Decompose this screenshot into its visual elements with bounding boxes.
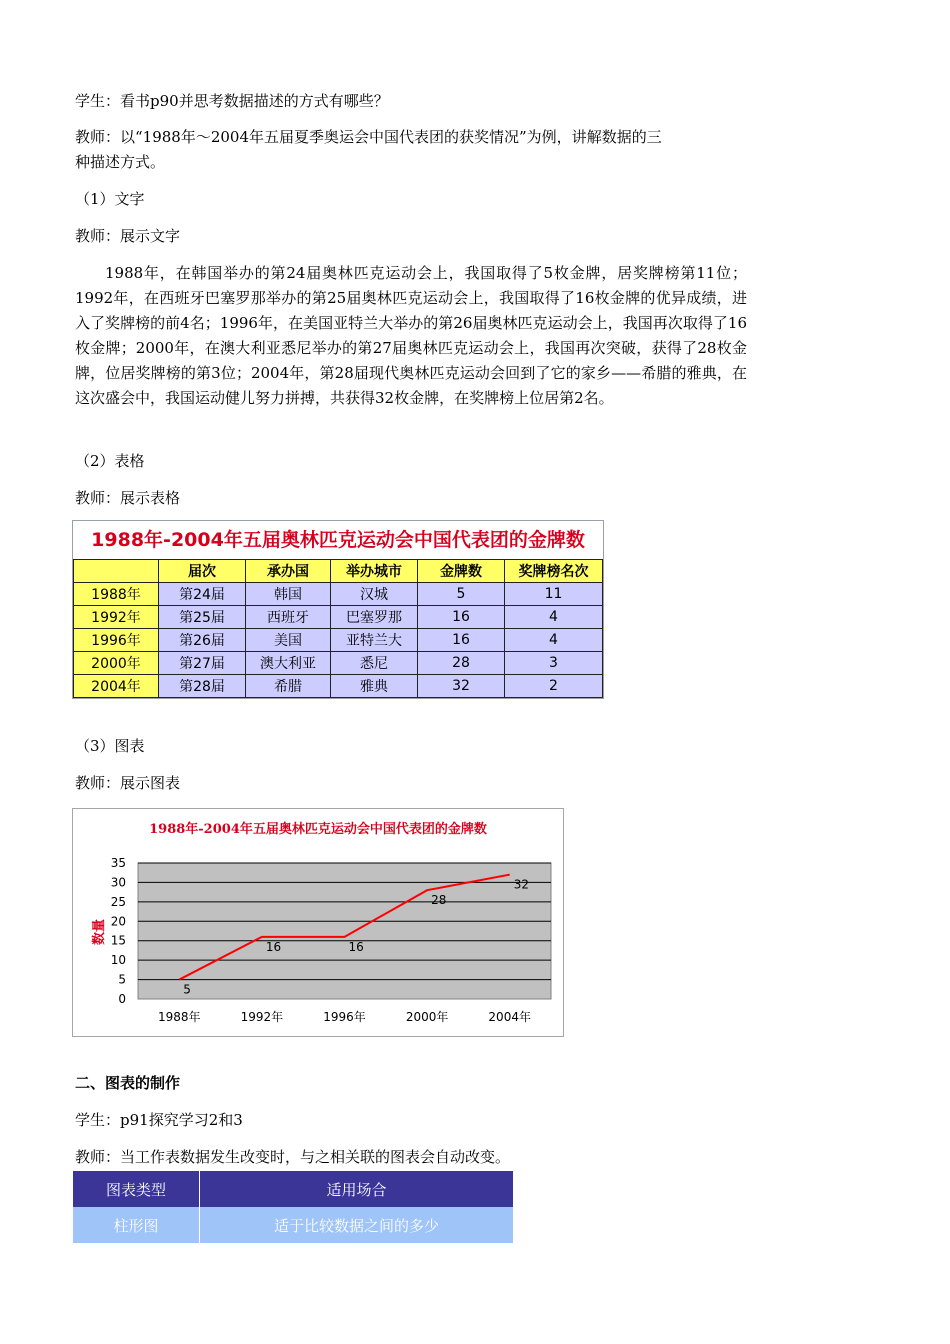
data-label: 16 bbox=[348, 939, 364, 954]
table-row bbox=[74, 675, 603, 698]
data-label: 16 bbox=[265, 939, 282, 954]
line-teacher-intro-cont: 种描述方式。 bbox=[75, 153, 166, 171]
table-cell: 3 bbox=[505, 652, 603, 675]
table-cell: 雅典 bbox=[331, 675, 418, 698]
x-tick-label: 2004年 bbox=[488, 1010, 531, 1024]
gold-medal-line-chart bbox=[72, 808, 564, 1037]
header-cell: 金牌数 bbox=[418, 560, 505, 583]
x-tick-label: 1992年 bbox=[240, 1010, 284, 1024]
table-cell: 4 bbox=[505, 629, 603, 652]
line-student-question: 学生：看书p90并思考数据描述的方式有哪些？ bbox=[75, 92, 389, 110]
table-cell: 1988年 bbox=[74, 583, 159, 606]
table-cell: 第24届 bbox=[159, 583, 246, 606]
line-teacher-auto-change: 教师：当工作表数据发生改变时，与之相关联的图表会自动改变。 bbox=[75, 1148, 511, 1166]
table-cell: 2004年 bbox=[74, 675, 159, 698]
x-tick-label: 2000年 bbox=[405, 1010, 449, 1024]
header-cell: 承办国 bbox=[246, 560, 331, 583]
y-tick-label: 10 bbox=[110, 953, 126, 968]
line-teacher-show-text: 教师：展示文字 bbox=[75, 227, 181, 245]
table-cell: 11 bbox=[505, 583, 603, 606]
table-cell: 16 bbox=[418, 606, 505, 629]
line-teacher-show-table: 教师：展示表格 bbox=[75, 489, 181, 507]
table-cell: 28 bbox=[418, 652, 505, 675]
types-table-header-row bbox=[73, 1171, 513, 1207]
heading-chart-making: 二、图表的制作 bbox=[75, 1074, 181, 1092]
table-cell: 4 bbox=[505, 606, 603, 629]
table-cell: 5 bbox=[418, 583, 505, 606]
table-cell: 第26届 bbox=[159, 629, 246, 652]
table-row bbox=[74, 583, 603, 606]
y-tick-label: 0 bbox=[118, 992, 126, 1006]
header-cell bbox=[74, 560, 159, 583]
chart-title: 1988年-2004年五届奥林匹克运动会中国代表团的金牌数 bbox=[149, 822, 487, 837]
table-cell: 第28届 bbox=[159, 675, 246, 698]
section-text: （1）文字 bbox=[75, 190, 145, 208]
chart-svg bbox=[73, 809, 563, 1036]
header-cell: 届次 bbox=[159, 560, 246, 583]
table-cell: 第25届 bbox=[159, 606, 246, 629]
table-cell: 巴塞罗那 bbox=[331, 606, 418, 629]
table-row bbox=[74, 652, 603, 675]
table-row bbox=[74, 629, 603, 652]
chart-ylabel: 数量 bbox=[92, 918, 107, 945]
table-cell: 32 bbox=[418, 675, 505, 698]
data-label: 32 bbox=[513, 877, 529, 892]
table-cell: 1992年 bbox=[74, 606, 159, 629]
table-cell: 希腊 bbox=[246, 675, 331, 698]
header-cell: 适用场合 bbox=[200, 1171, 514, 1207]
table-cell: 1996年 bbox=[74, 629, 159, 652]
table-cell: 韩国 bbox=[246, 583, 331, 606]
paragraph-description: 1988年，在韩国举办的第24届奥林匹克运动会上，我国取得了5枚金牌，居奖牌榜第11位；1992年，在西班牙巴塞罗那举办的第25届奥林匹克运动会上，我国取得了16枚金牌的优异成绩，进入了奖牌榜的前4名；1996年，在美国亚特兰大举办的第26届奥林匹克运动会上，我国再次取得了16枚金牌；2000年，在澳大利亚悉尼举办的第27届奥林匹克运动会上，我国再次突破，获得了28枚金牌，位居奖牌榜的第3位；2004年，第28届现代奥林匹克运动会回到了它的家乡——希腊的雅典，在这次盛会中，我国运动健儿努力拼搏，共获得32枚金牌，在奖牌榜上位居第2名。 bbox=[75, 264, 747, 407]
table-cell: 澳大利亚 bbox=[246, 652, 331, 675]
y-tick-label: 5 bbox=[118, 972, 126, 987]
y-tick-label: 30 bbox=[110, 875, 126, 890]
line-student-p91: 学生：p91探究学习2和3 bbox=[75, 1111, 243, 1129]
table-cell: 美国 bbox=[246, 629, 331, 652]
table-cell: 16 bbox=[418, 629, 505, 652]
data-label: 5 bbox=[183, 982, 191, 997]
y-tick-label: 15 bbox=[110, 933, 126, 948]
table-cell: 适于比较数据之间的多少 bbox=[200, 1207, 514, 1243]
section-chart: （3）图表 bbox=[75, 737, 145, 755]
section-table: （2）表格 bbox=[75, 452, 145, 470]
table-row bbox=[73, 1207, 513, 1243]
table-cell: 亚特兰大 bbox=[331, 629, 418, 652]
y-tick-label: 25 bbox=[110, 894, 126, 909]
y-tick-label: 35 bbox=[110, 856, 126, 870]
table-cell: 西班牙 bbox=[246, 606, 331, 629]
header-cell: 举办城市 bbox=[331, 560, 418, 583]
x-tick-label: 1988年 bbox=[158, 1010, 201, 1024]
table-cell: 第27届 bbox=[159, 652, 246, 675]
table-row bbox=[74, 606, 603, 629]
y-tick-label: 20 bbox=[110, 914, 126, 929]
data-label: 28 bbox=[431, 893, 447, 908]
x-tick-label: 1996年 bbox=[323, 1010, 366, 1024]
table-cell: 悉尼 bbox=[331, 652, 418, 675]
table-cell: 2000年 bbox=[74, 652, 159, 675]
header-cell: 图表类型 bbox=[73, 1171, 200, 1207]
plot-background bbox=[138, 863, 551, 999]
table-cell: 汉城 bbox=[331, 583, 418, 606]
line-teacher-show-chart: 教师：展示图表 bbox=[75, 774, 181, 792]
chart-types-table bbox=[73, 1171, 513, 1243]
table-cell: 柱形图 bbox=[73, 1207, 200, 1243]
gold-table-header-row bbox=[74, 560, 603, 583]
table-cell: 2 bbox=[505, 675, 603, 698]
line-teacher-intro: 教师：以“1988年～2004年五届夏季奥运会中国代表团的获奖情况”为例，讲解数据的三 bbox=[75, 128, 662, 146]
gold-table-title: 1988年-2004年五届奥林匹克运动会中国代表团的金牌数 bbox=[91, 529, 585, 551]
header-cell: 奖牌榜名次 bbox=[505, 560, 603, 583]
gold-medal-table bbox=[72, 520, 604, 699]
gold-table-grid bbox=[73, 559, 603, 698]
chart-plot-area bbox=[111, 856, 551, 1024]
